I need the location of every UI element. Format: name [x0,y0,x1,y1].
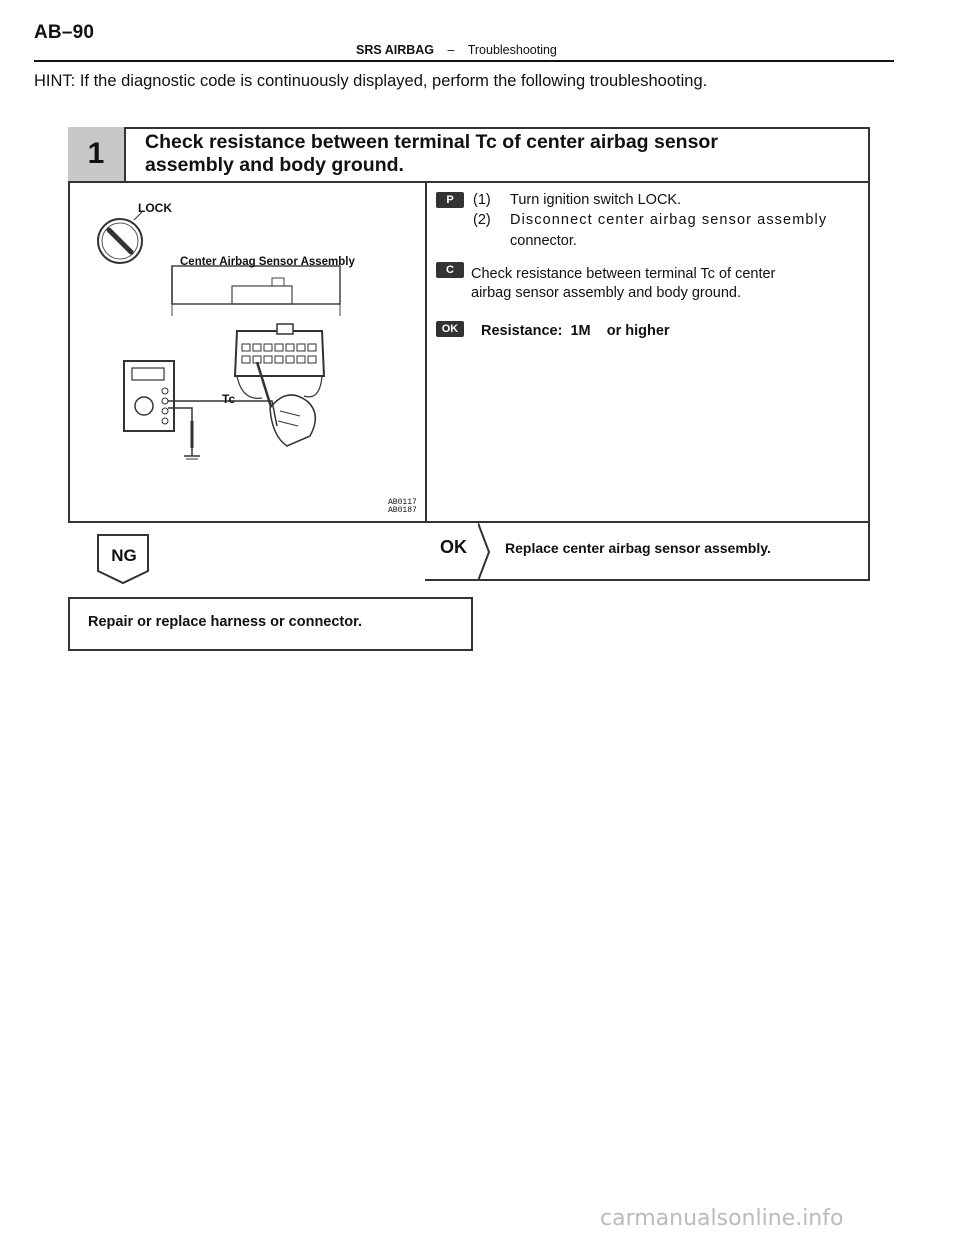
prepare-step1-text: Turn ignition switch LOCK. [510,192,682,208]
section-header [356,43,557,57]
prepare-step2-line2: connector. [510,233,577,249]
check-line1: Check resistance between terminal Tc of center [471,266,776,282]
prepare-step1-num: (1) [473,192,491,208]
site-watermark: carmanualsonline.info [600,1206,844,1231]
page-code: AB–90 [34,22,95,43]
hint-text: HINT: If the diagnostic code is continuously displayed, perform the following troubleshooting. [34,72,708,90]
ok-arrow-icon [478,523,492,581]
ok-spec-text: Resistance: 1M or higher [481,323,670,339]
prepare-step2-num: (2) [473,212,491,228]
sensor-assembly-icon [172,266,340,316]
ok-result-action: Replace center airbag sensor assembly. [505,540,771,556]
figure-code-2: AB0187 [388,506,417,515]
check-line2: airbag sensor assembly and body ground. [471,285,742,301]
header-rule [34,60,894,62]
figure-code-1: AB0117 [388,498,417,507]
terminal-label: Tc [222,392,236,406]
section-separator: – [447,43,455,57]
lock-label: LOCK [138,201,172,215]
check-badge: C [436,262,464,278]
ok-spec-badge: OK [436,321,464,337]
ground-symbol-icon [184,456,200,459]
connector-icon [235,324,324,398]
ignition-key-icon [98,212,142,263]
assembly-label: Center Airbag Sensor Assembly [180,256,355,268]
prepare-badge: P [436,192,464,208]
step-title-line1: Check resistance between terminal Tc of center airbag sensor [145,131,718,153]
step-title-line2: assembly and body ground. [145,154,404,176]
section-name: SRS AIRBAG [356,43,435,57]
ng-result-label: NG [111,546,137,565]
ok-result-label: OK [440,537,467,557]
subsection-name: Troubleshooting [467,43,557,57]
figure-code [388,499,417,515]
ng-result-action: Repair or replace harness or connector. [88,614,362,630]
prepare-step2-line1: Disconnect center airbag sensor assembly [510,212,828,228]
step-title [145,131,845,177]
ohmmeter-icon [124,361,174,431]
step-number: 1 [68,127,126,181]
circuit-illustration [72,186,422,520]
step-column-divider [425,183,427,523]
